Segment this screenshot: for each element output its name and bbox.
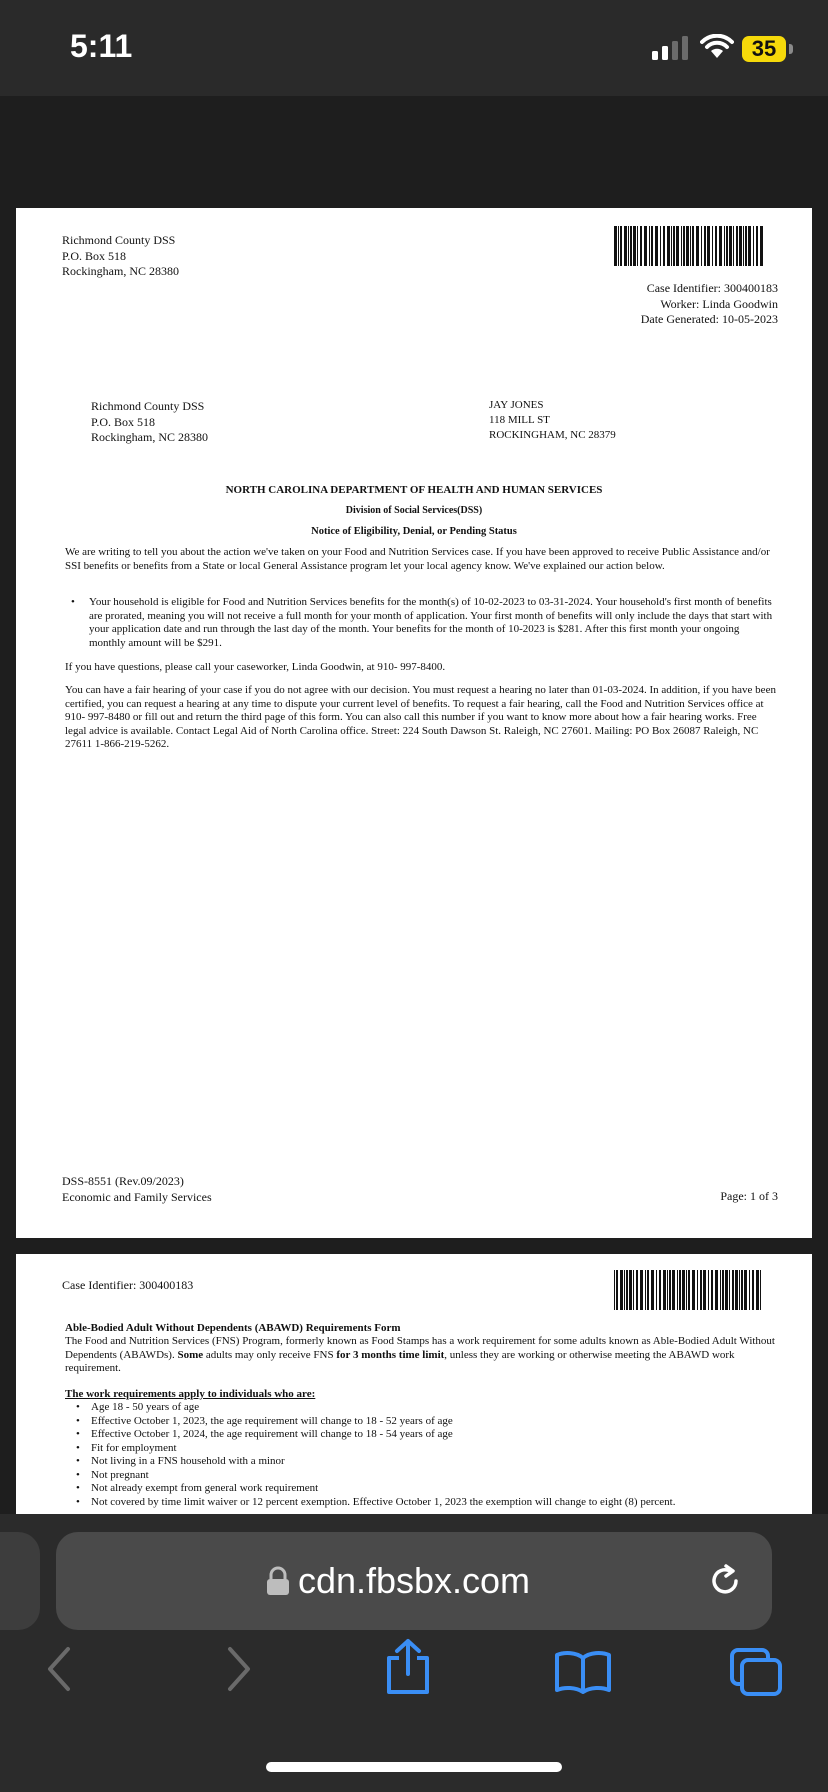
requirement-text: Effective October 1, 2024, the age requirement will change to 18 - 54 years of age (91, 1428, 453, 1440)
requirement-text: Effective October 1, 2023, the age requirement will change to 18 - 52 years of age (91, 1414, 453, 1427)
recipient-line: JAY JONES (489, 399, 544, 411)
requirement-text: Not pregnant (91, 1468, 149, 1481)
form-department: Economic and Family Services (62, 1189, 212, 1204)
document-page-1 (16, 208, 812, 1238)
requirement-text: Not covered by time limit waiver or 12 percent exemption. Effective October 1, 2023 the exemption will change to eight (8) percent. (91, 1495, 676, 1508)
abawd-intro-part: , unless they are working or otherwise meeting the ABAWD work requirement. (65, 1348, 735, 1374)
list-item: • Not pregnant (76, 1468, 149, 1481)
requirements-list (76, 1401, 786, 1509)
lock-icon (266, 1566, 290, 1596)
requirement-text: Not already exempt from general work requirement (91, 1482, 319, 1494)
list-item: • Not already exempt from general work requirement (76, 1482, 319, 1494)
sender-line: Rockingham, NC 28380 (62, 264, 179, 278)
requirements-heading: The work requirements apply to individuals who are: (65, 1388, 316, 1400)
list-item: • Age 18 - 50 years of age (76, 1401, 200, 1413)
home-indicator[interactable] (266, 1762, 562, 1772)
previous-tab-preview[interactable] (0, 1532, 40, 1630)
case-identifier: Case Identifier: 300400183 (62, 1278, 194, 1292)
abawd-intro-part: adults may only receive FNS (203, 1348, 337, 1361)
questions-paragraph: If you have questions, please call your caseworker, Linda Goodwin, at 910- 997-8400. (65, 661, 446, 673)
requirement-text: Age 18 - 50 years of age (91, 1401, 200, 1413)
requirement-text: Not living in a FNS household with a minor (91, 1455, 285, 1467)
bookmarks-icon[interactable] (554, 1650, 612, 1694)
requirement-text: Fit for employment (91, 1441, 177, 1454)
browser-chrome (0, 1514, 828, 1792)
notice-heading-division: Division of Social Services(DSS) (345, 505, 483, 516)
battery-indicator: 35 (742, 36, 786, 62)
eligibility-text: Your household is eligible for Food and Nutrition Services benefits for the month(s) of 10-02-2023 to 03-31-2024. Your household's first month of benefits are prorated, meaning you will not receive a full month for your month of application. Your first month of benefits will only include the days that start with your application date and run through the last day of the month. Your benefits for the month of 10-2023 is $281. After this first month your ongoing monthly amount will be $291. (89, 596, 773, 649)
wifi-icon (700, 34, 734, 60)
bullet-mark: • (71, 596, 75, 608)
recipient-address (489, 398, 749, 443)
return-line: Richmond County DSS (91, 399, 205, 413)
status-time: 5:11 (70, 28, 133, 64)
sender-line: Richmond County DSS (62, 233, 176, 247)
case-identifier: Case Identifier: 300400183 (646, 281, 778, 295)
share-icon[interactable] (384, 1638, 432, 1696)
list-item: • Not covered by time limit waiver or 12 percent exemption. Effective October 1, 2023 the exemption will change to eight (8) percent. (76, 1495, 676, 1508)
back-icon[interactable] (40, 1644, 80, 1694)
list-item: • Effective October 1, 2024, the age requirement will change to 18 - 54 years of age (76, 1428, 453, 1440)
barcode (614, 226, 764, 266)
tabs-icon[interactable] (728, 1646, 784, 1698)
intro-paragraph: We are writing to tell you about the action we've taken on your Food and Nutrition Services case. If you have been approved to receive Public Assistance and/or SSI benefits or benefits from a State or local General Assistance program let your local agency know. We've explained our action below. (65, 546, 770, 572)
barcode (614, 1270, 764, 1310)
list-item: • Fit for employment (76, 1441, 177, 1454)
list-item: • Effective October 1, 2023, the age requirement will change to 18 - 52 years of age (76, 1414, 453, 1427)
fair-hearing-paragraph: You can have a fair hearing of your case if you do not agree with our decision. You must request a hearing no later than 01-03-2024. In addition, if you have been certified, you can request a hearing at any time to dispute your current level of benefits. To request a fair hearing, call the Food and Nutrition Services office at 910- 997-8480 or fill out and return the third page of this form. You can also call this number if you want to know more about how a fair hearing works. Free legal advice is available. Contact Legal Aid of North Carolina office. Street: 224 South Dawson St. Raleigh, NC 27601. Mailing: PO Box 26087 Raleigh, NC 27611 1-866-219-5262. (65, 684, 776, 750)
eligibility-bullet (71, 596, 778, 650)
abawd-title: Able-Bodied Adult Without Dependents (ABAWD) Requirements Form (65, 1322, 401, 1334)
cellular-signal-icon (652, 36, 690, 60)
forward-icon[interactable] (218, 1644, 258, 1694)
address-bar[interactable] (56, 1532, 772, 1630)
form-number: DSS-8551 (Rev.09/2023) (62, 1174, 184, 1188)
abawd-intro (65, 1335, 777, 1376)
notice-heading-agency: NORTH CAROLINA DEPARTMENT OF HEALTH AND HUMAN SERVICES (225, 484, 603, 496)
notice-heading-title: Notice of Eligibility, Denial, or Pending Status (311, 526, 517, 537)
document-page-2 (16, 1254, 812, 1514)
status-bar (0, 0, 828, 96)
battery-tip (789, 44, 793, 54)
case-meta (476, 281, 778, 328)
return-address (91, 399, 351, 446)
return-line: Rockingham, NC 28380 (91, 430, 208, 444)
form-footer (62, 1174, 362, 1205)
list-item: • Not living in a FNS household with a minor (76, 1455, 285, 1467)
reload-icon[interactable] (706, 1562, 744, 1600)
sender-address (62, 233, 322, 280)
recipient-line: ROCKINGHAM, NC 28379 (489, 429, 616, 441)
url-text[interactable]: cdn.fbsbx.com (297, 1560, 531, 1601)
page-number: Page: 1 of 3 (720, 1189, 778, 1203)
sender-line: P.O. Box 518 (62, 248, 127, 263)
abawd-intro-emphasis: for 3 months time limit (336, 1348, 445, 1361)
abawd-intro-part: The Food and Nutrition Services (FNS) Program, formerly known as Food Stamps has a work requirement for some adults known as Able-Bodied Adult Without Dependents (ABAWDs). (65, 1335, 775, 1361)
date-generated: Date Generated: 10-05-2023 (640, 312, 778, 326)
worker-name: Worker: Linda Goodwin (660, 296, 778, 311)
abawd-intro-emphasis: Some (177, 1348, 204, 1361)
return-line: P.O. Box 518 (91, 414, 156, 429)
recipient-line: 118 MILL ST (489, 414, 550, 426)
